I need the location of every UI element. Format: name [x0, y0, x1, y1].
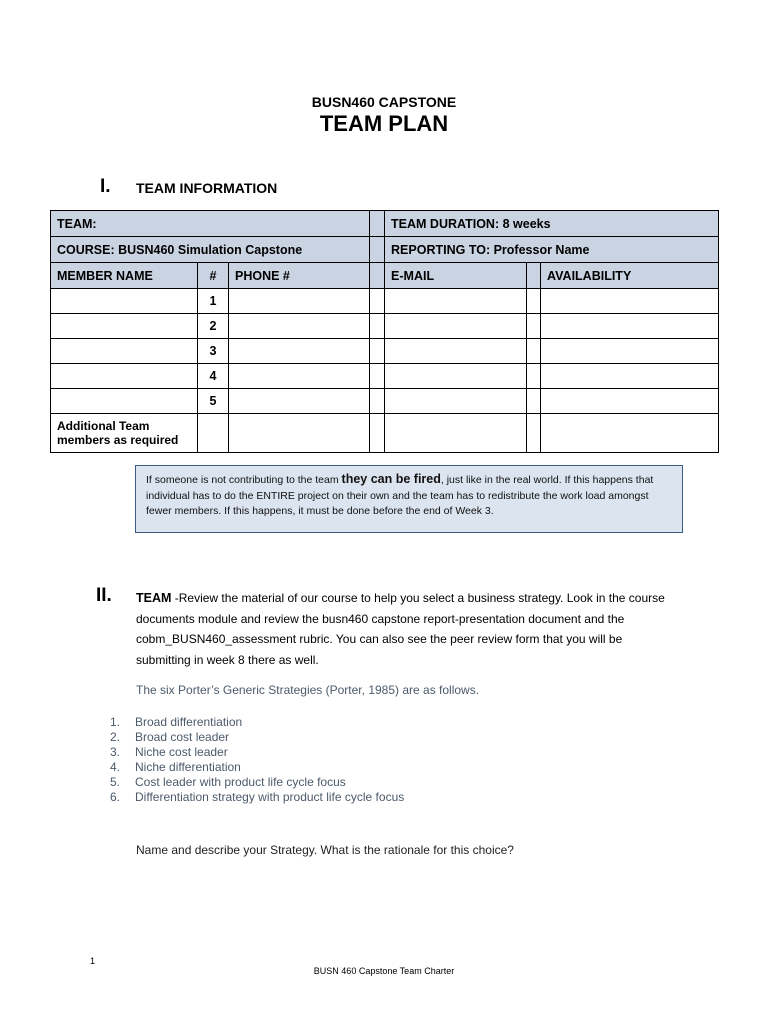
list-item: [110, 715, 404, 730]
list-item: [110, 775, 404, 790]
column-header-number: #: [198, 263, 229, 289]
section-2-paragraph: [136, 588, 676, 670]
document-title: TEAM PLAN: [319, 111, 449, 136]
spacer-cell: [370, 237, 385, 263]
team-label-cell: TEAM:: [51, 211, 370, 237]
list-item: [110, 790, 404, 805]
availability-cell[interactable]: [541, 314, 719, 339]
list-item-number: 6.: [110, 790, 121, 804]
page-number: 1: [90, 956, 96, 966]
availability-cell[interactable]: [541, 339, 719, 364]
row-number: 2: [198, 314, 229, 339]
phone-cell[interactable]: [229, 314, 370, 339]
team-duration-cell: TEAM DURATION: 8 weeks: [385, 211, 719, 237]
spacer-cell: [370, 414, 385, 453]
row-number: 3: [198, 339, 229, 364]
member-name-cell[interactable]: [51, 289, 198, 314]
spacer-cell: [370, 211, 385, 237]
spacer-cell: [370, 389, 385, 414]
list-item-text: Differentiation strategy with product life cycle focus: [135, 790, 405, 804]
table-row: [51, 389, 719, 414]
column-header-availability: AVAILABILITY: [541, 263, 719, 289]
list-item-number: 1.: [110, 715, 121, 729]
column-header-member-name: MEMBER NAME: [51, 263, 198, 289]
spacer-cell: [527, 364, 541, 389]
member-name-cell[interactable]: [51, 339, 198, 364]
list-item-text: Broad cost leader: [135, 730, 230, 744]
spacer-cell: [527, 414, 541, 453]
email-cell[interactable]: [385, 314, 527, 339]
email-cell[interactable]: [385, 339, 527, 364]
section-1-number: I.: [100, 176, 111, 197]
notice-text-end: , just like in the real world. If this happens that individual has to do the ENTIRE project on their own and the team has to redistribute the work load amongst fewer members. If this happens, it must be done before the end of Week 3.: [146, 474, 654, 517]
course-cell: COURSE: BUSN460 Simulation Capstone: [51, 237, 370, 263]
row-number: 4: [198, 364, 229, 389]
availability-cell[interactable]: [541, 414, 719, 453]
additional-members-label: Additional Team members as required: [51, 414, 198, 453]
list-item-text: Niche cost leader: [135, 745, 228, 759]
list-item-text: Cost leader with product life cycle focus: [135, 775, 346, 789]
spacer-cell: [527, 389, 541, 414]
email-cell[interactable]: [385, 289, 527, 314]
availability-cell[interactable]: [541, 289, 719, 314]
table-row: [51, 339, 719, 364]
spacer-cell: [527, 289, 541, 314]
list-item-number: 5.: [110, 775, 121, 789]
spacer-cell: [370, 339, 385, 364]
spacer-cell: [527, 339, 541, 364]
table-row-course: [51, 237, 719, 263]
section-2-lead: TEAM: [136, 591, 172, 605]
strategy-question: Name and describe your Strategy. What is the rationale for this choice?: [136, 843, 514, 857]
email-cell[interactable]: [385, 414, 527, 453]
list-item-text: Broad differentiation: [135, 715, 243, 729]
phone-cell[interactable]: [229, 414, 370, 453]
table-row: [51, 314, 719, 339]
spacer-cell: [527, 314, 541, 339]
section-2-text: -Review the material of our course to help you select a business strategy. Look in the course documents module and review the busn460 capstone report-presentation document and the cobm_BUSN460_assessment rubric. You can also see the peer review form that you will be submitting in week 8 there as well.: [136, 591, 665, 667]
list-item-number: 3.: [110, 745, 121, 759]
list-item-text: Niche differentiation: [135, 760, 241, 774]
notice-text-start: If someone is not contributing to the team: [146, 474, 342, 486]
phone-cell[interactable]: [229, 389, 370, 414]
column-header-email: E-MAIL: [385, 263, 527, 289]
phone-cell[interactable]: [229, 289, 370, 314]
list-item-number: 2.: [110, 730, 121, 744]
row-number: 5: [198, 389, 229, 414]
spacer-cell: [527, 263, 541, 289]
phone-cell[interactable]: [229, 339, 370, 364]
table-row: [51, 364, 719, 389]
list-item: [110, 760, 404, 775]
notice-emphasis: they can be fired: [341, 472, 441, 486]
strategy-list: [110, 715, 404, 805]
spacer-cell: [370, 314, 385, 339]
course-title: BUSN460 CAPSTONE: [311, 94, 457, 110]
list-item: [110, 745, 404, 760]
email-cell[interactable]: [385, 364, 527, 389]
table-row: [51, 289, 719, 314]
spacer-cell: [370, 263, 385, 289]
reporting-to-cell: REPORTING TO: Professor Name: [385, 237, 719, 263]
member-name-cell[interactable]: [51, 314, 198, 339]
email-cell[interactable]: [385, 389, 527, 414]
table-row-team: [51, 211, 719, 237]
table-header-row: [51, 263, 719, 289]
list-item: [110, 730, 404, 745]
row-number: 1: [198, 289, 229, 314]
section-2-number: II.: [96, 585, 112, 606]
availability-cell[interactable]: [541, 364, 719, 389]
porter-intro: The six Porter’s Generic Strategies (Porter, 1985) are as follows.: [136, 683, 480, 697]
member-name-cell[interactable]: [51, 389, 198, 414]
team-information-table: [50, 210, 719, 453]
row-number: [198, 414, 229, 453]
footer-text: BUSN 460 Capstone Team Charter: [313, 966, 455, 976]
spacer-cell: [370, 364, 385, 389]
availability-cell[interactable]: [541, 389, 719, 414]
list-item-number: 4.: [110, 760, 121, 774]
phone-cell[interactable]: [229, 364, 370, 389]
member-name-cell[interactable]: [51, 364, 198, 389]
notice-box: [135, 465, 683, 533]
table-row-additional: [51, 414, 719, 453]
section-1-heading: TEAM INFORMATION: [136, 180, 278, 196]
column-header-phone: PHONE #: [229, 263, 370, 289]
spacer-cell: [370, 289, 385, 314]
